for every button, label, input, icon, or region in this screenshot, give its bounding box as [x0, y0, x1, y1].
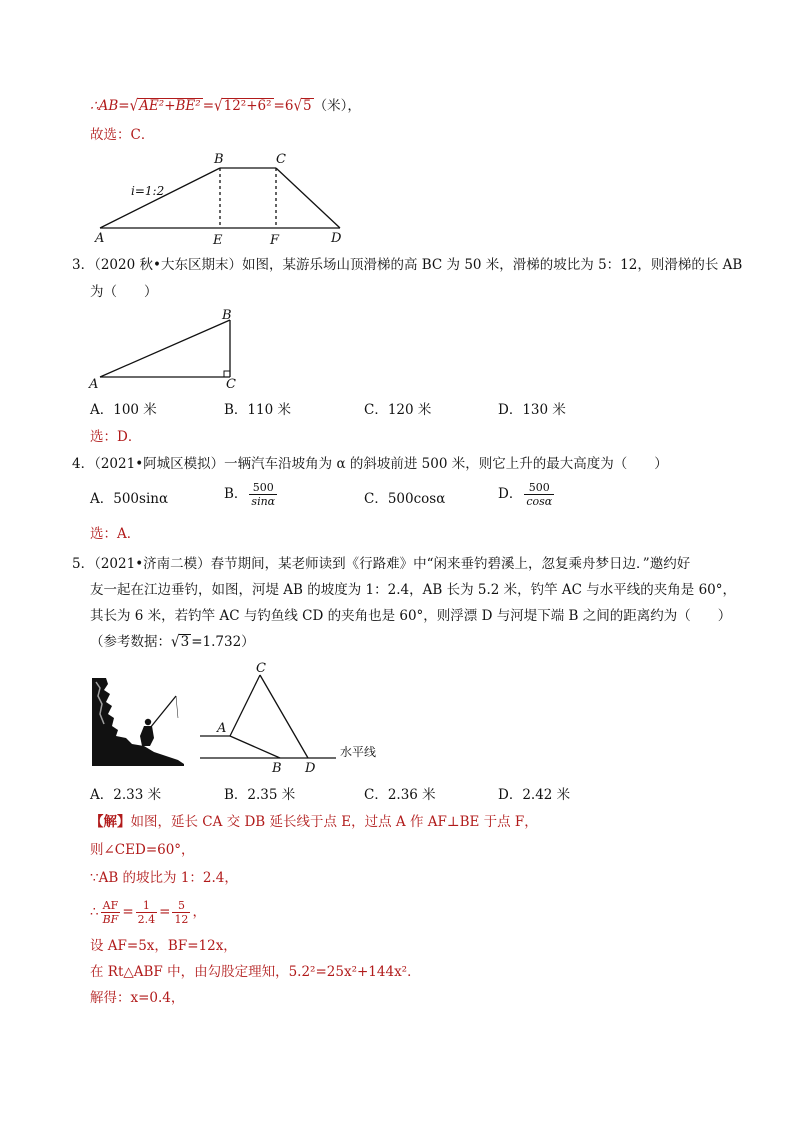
line-ac	[230, 675, 260, 736]
fishing-geometry-figure	[190, 660, 610, 780]
equals: =	[159, 904, 171, 920]
q3-option-a[interactable]: A．100 米	[90, 402, 157, 418]
label-f: F	[270, 233, 280, 248]
numerator: 500	[524, 481, 554, 495]
line-cd	[260, 675, 308, 758]
radical-sign: √	[214, 96, 223, 116]
fraction-af-bf	[101, 899, 121, 926]
trapezoid-figure	[0, 145, 794, 265]
solution-line-6: 在 Rt△ABF 中，由勾股定理知，5.2²=25x²+144x²．	[90, 964, 421, 980]
ref-suffix: =1.732）	[191, 634, 255, 650]
solution-line-3: ∵AB 的坡比为 1：2.4，	[90, 870, 238, 886]
slide-figure	[0, 305, 794, 390]
q4-answer: 选：A．	[90, 526, 141, 542]
line-ab	[100, 168, 220, 228]
slope-label: i=1:2	[131, 184, 165, 198]
solution-text: 如图，延长 CA 交 DB 延长线于点 E，过点 A 作 AF⊥BE 于点 F，	[130, 814, 538, 830]
q3-line2: 为（ ）	[90, 284, 158, 300]
q5-line3: 其长为 6 米，若钓竿 AC 与钓鱼线 CD 的夹角也是 60°，则浮漂 D 与河堤下端 B 之间的距离约为（ ）	[90, 608, 732, 624]
label-e: E	[213, 233, 223, 248]
line-ab	[230, 736, 280, 758]
q5-option-d[interactable]: D．2.42 米	[498, 787, 571, 803]
q5-line4	[90, 633, 255, 651]
formula-line	[90, 97, 361, 115]
q3-line1: 3．（2020 秋•大东区期末）如图，某游乐场山顶滑梯的高 BC 为 50 米，滑梯的坡比为 5：12，则滑梯的长 AB	[72, 257, 743, 273]
therefore-sign: ∴	[90, 904, 99, 920]
fraction-1-2-4	[136, 899, 158, 926]
equals-1: =	[202, 98, 215, 114]
q4-option-a[interactable]: A．500sinα	[90, 491, 169, 507]
radicand-3: 5	[303, 98, 312, 114]
label-a: A	[217, 721, 227, 736]
numerator: 5	[172, 899, 190, 913]
q5-line2: 友一起在江边垂钓，如图，河堤 AB 的坡度为 1：2.4，AB 长为 5.2 米，钓竿 AC 与水平线的夹角是 60°，	[90, 582, 736, 598]
numerator: 1	[136, 899, 158, 913]
answer-text: 故选：C．	[90, 127, 155, 143]
radicand-1: AE²+BE²	[139, 98, 201, 114]
ref-prefix: （参考数据：	[90, 634, 171, 650]
radicand-2: 12²+6²	[223, 98, 272, 114]
water-label: 水平线	[340, 745, 377, 759]
label-d: D	[305, 761, 316, 776]
label-d: D	[331, 231, 342, 246]
solution-line-2: 则∠CED=60°，	[90, 842, 195, 858]
q3-option-c[interactable]: C．120 米	[364, 402, 432, 418]
q2-answer	[90, 126, 154, 144]
unit: （米），	[313, 98, 361, 114]
numerator: AF	[101, 899, 121, 913]
denominator: 12	[174, 913, 189, 926]
fraction	[249, 481, 277, 508]
radical-sign: √	[171, 632, 180, 652]
fraction	[524, 481, 554, 508]
line-cd	[276, 168, 340, 228]
q4-option-c[interactable]: C．500cosα	[364, 491, 446, 507]
line-ab	[100, 320, 230, 377]
q5-line1: 5．（2021•济南二模）春节期间，某老师读到《行路难》中“闲来垂钓碧溪上，忽复乘舟梦日边．”邀约好	[72, 556, 691, 572]
label-b: B	[222, 308, 232, 323]
solution-line-5: 设 AF=5x，BF=12x，	[90, 938, 237, 954]
solution-line-4	[90, 897, 206, 927]
equals-2: =6	[273, 98, 294, 114]
denominator: sinα	[251, 495, 276, 508]
formula-prefix: ∴AB=	[90, 98, 130, 114]
label-c: C	[276, 152, 286, 167]
option-prefix: B．	[224, 486, 248, 502]
q4-option-b[interactable]	[224, 481, 279, 508]
denominator: cosα	[526, 495, 553, 508]
label-b: B	[272, 761, 282, 776]
comma: ，	[192, 904, 206, 920]
denominator: 2.4	[137, 913, 156, 926]
q4-line1: 4．（2021•阿城区模拟）一辆汽车沿坡角为 α 的斜坡前进 500 米，则它上升的最大高度为（ ）	[72, 456, 668, 472]
denominator: BF	[102, 913, 119, 926]
label-a: A	[95, 231, 105, 246]
label-a: A	[89, 377, 99, 390]
equals: =	[122, 904, 134, 920]
solution-tag: 【解】	[90, 814, 131, 830]
label-c: C	[226, 377, 236, 390]
label-c: C	[256, 661, 266, 676]
q4-option-d[interactable]	[498, 481, 556, 508]
q5-option-b[interactable]: B．2.35 米	[224, 787, 296, 803]
fishing-silhouette-image	[92, 678, 184, 766]
q5-option-c[interactable]: C．2.36 米	[364, 787, 436, 803]
q3-answer: 选：D．	[90, 429, 142, 445]
solution-line-1	[90, 813, 538, 831]
radical-sign: √	[129, 96, 139, 116]
q3-option-b[interactable]: B．110 米	[224, 402, 291, 418]
numerator: 500	[249, 481, 277, 495]
fraction-5-12	[172, 899, 190, 926]
radicand: 3	[180, 634, 190, 650]
solution-line-7: 解得：x=0.4，	[90, 990, 185, 1006]
q5-option-a[interactable]: A．2.33 米	[90, 787, 162, 803]
q3-option-d[interactable]: D．130 米	[498, 402, 566, 418]
option-prefix: D．	[498, 486, 523, 502]
label-b: B	[214, 152, 224, 167]
radical-sign: √	[293, 96, 303, 116]
